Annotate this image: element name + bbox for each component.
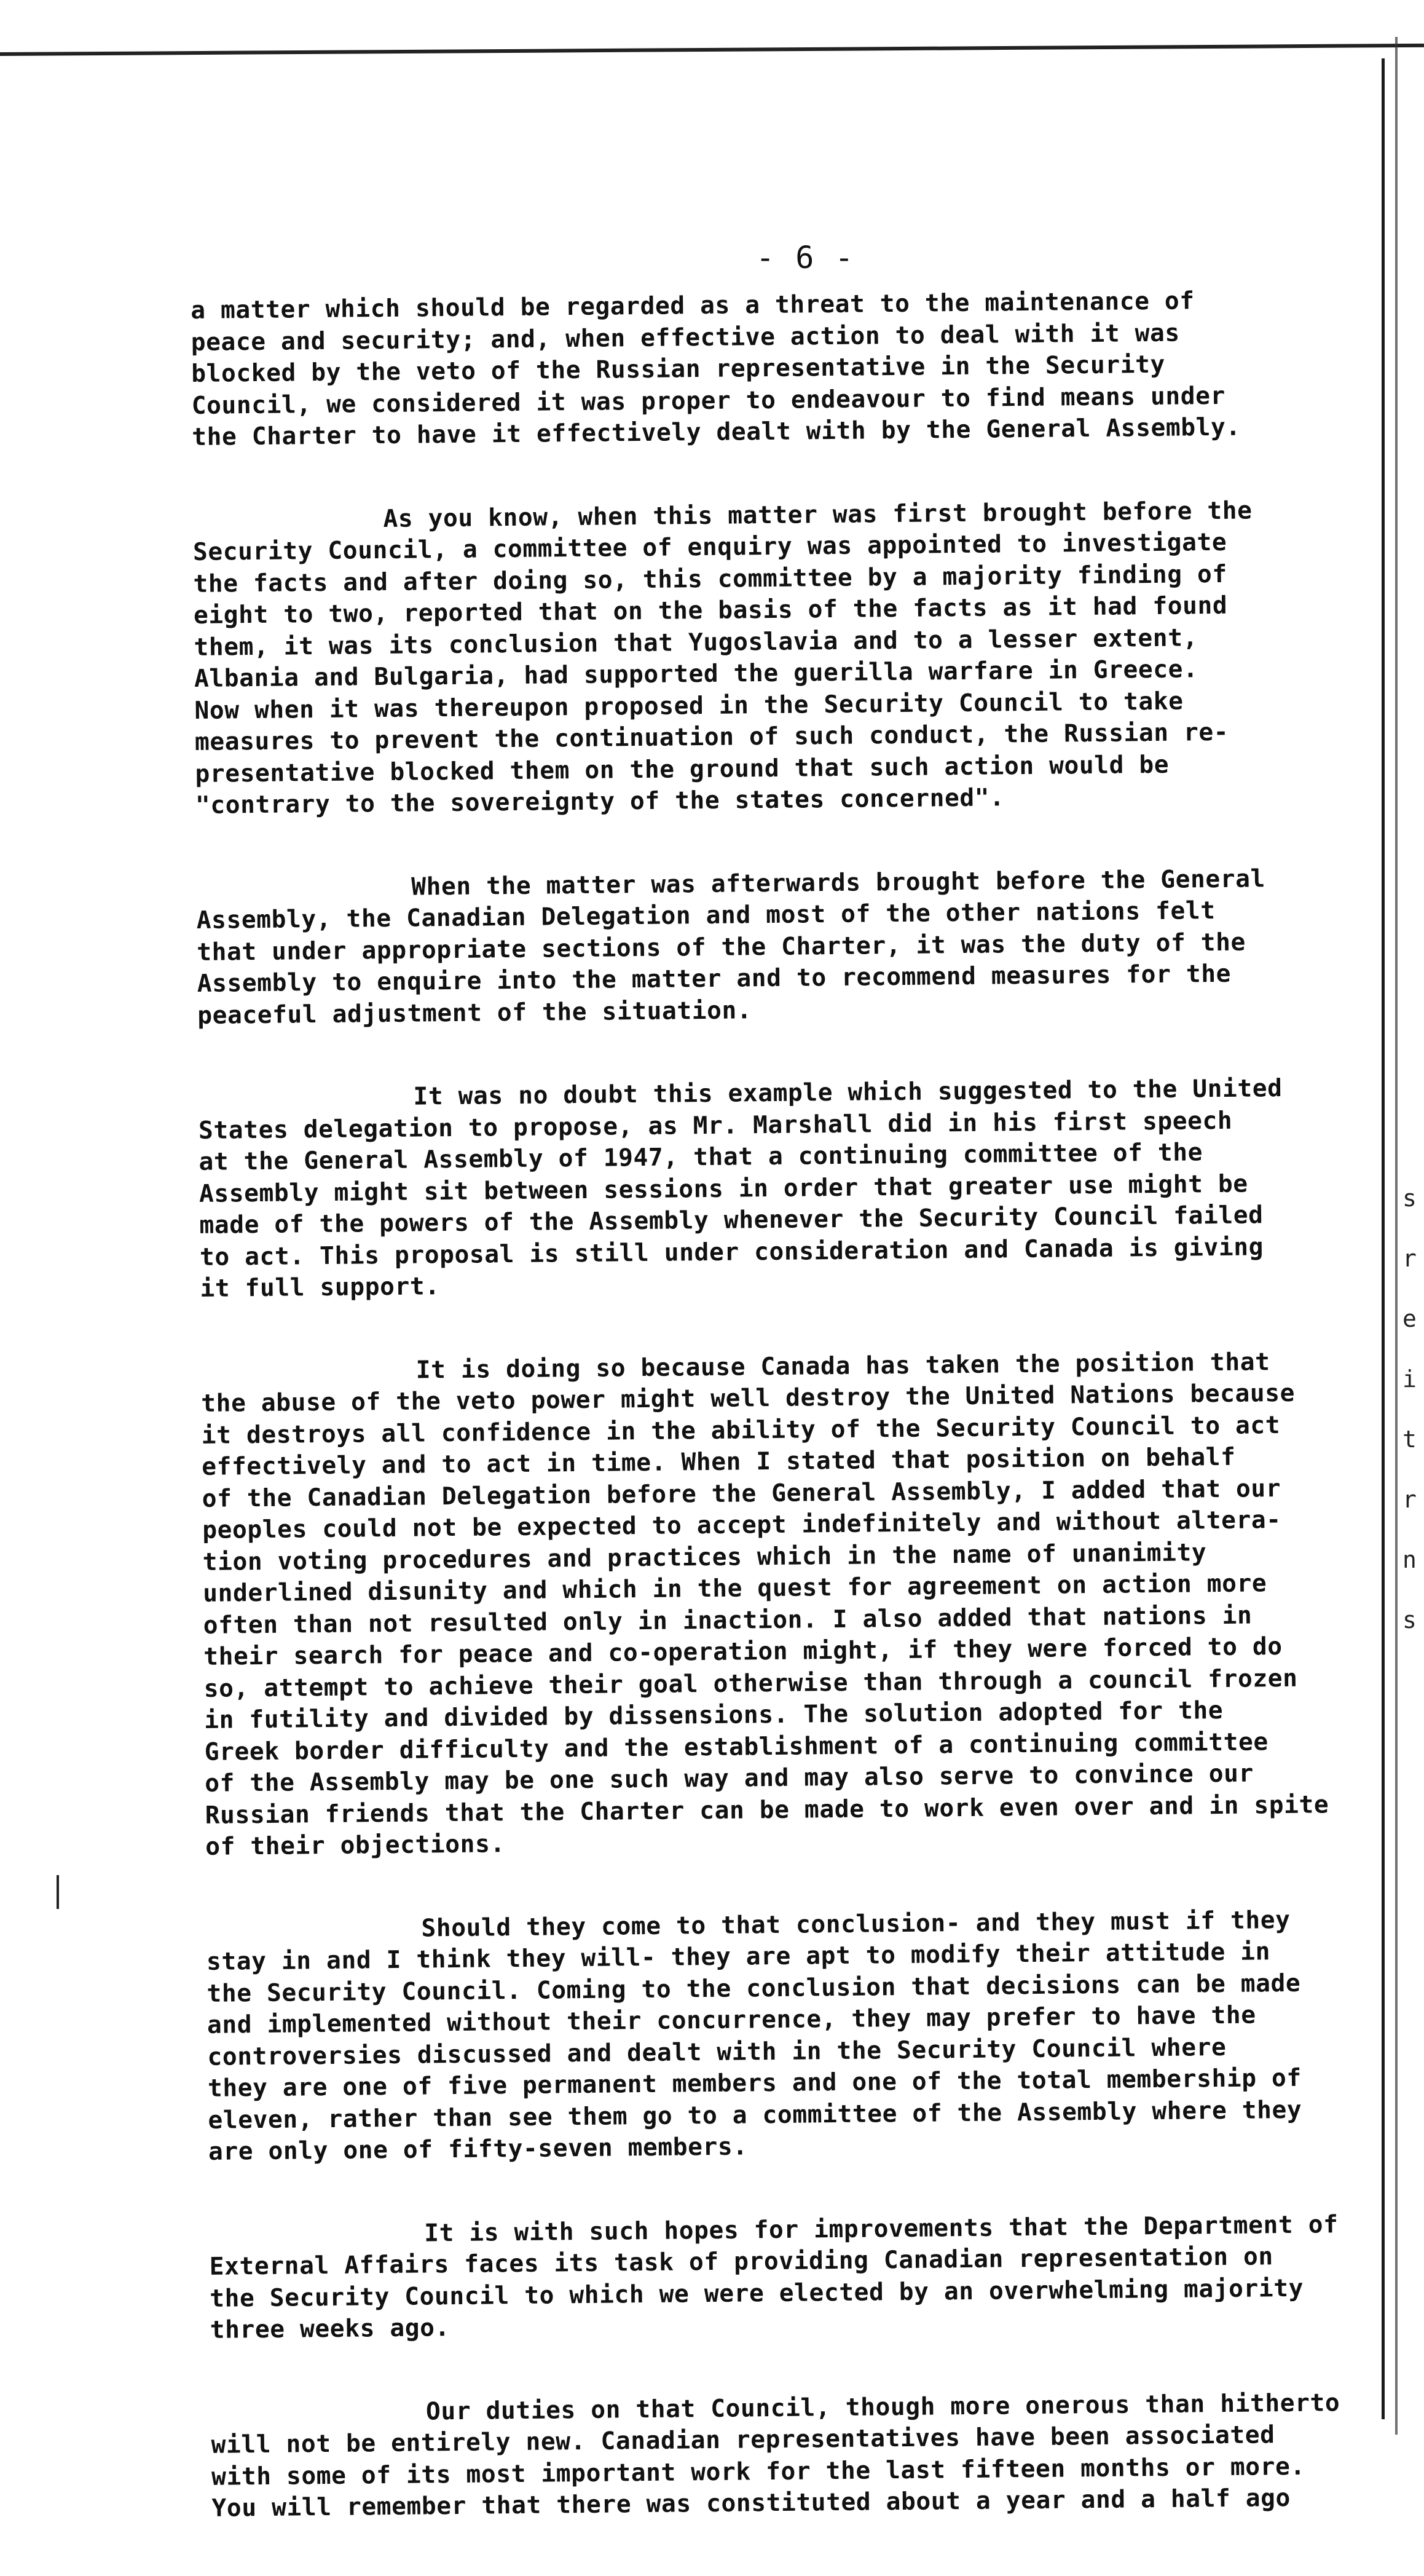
text-line: peace and security; and, when effective action to deal with it was [191, 318, 1181, 357]
text-line: of their objections. [205, 1830, 506, 1861]
text-line: Now when it was thereupon proposed in the Security Council to take [194, 687, 1184, 725]
text-line: "contrary to the sovereignty of the states concerned". [195, 783, 1005, 820]
text-line: with some of its most important work for the last fifteen months or more. [211, 2452, 1306, 2491]
margin-mark [57, 1875, 59, 1909]
page-right-outer-edge [1395, 37, 1398, 2435]
paragraph-7 [209, 2208, 1396, 2347]
paragraph-2 [192, 494, 1382, 822]
bleed-char: r [1402, 1486, 1417, 1513]
text-line: Assembly might sit between sessions in order that greater use might be [199, 1169, 1248, 1208]
text-line: controversies discussed and dealt with in the Security Council where [207, 2033, 1227, 2071]
bleed-char: t [1402, 1426, 1417, 1453]
text-line: Greek border difficulty and the establishment of a continuing committee [204, 1727, 1269, 1766]
paragraph-3 [196, 862, 1383, 1032]
text-line: of the Assembly may be one such way and may also serve to convince our [205, 1759, 1254, 1798]
text-line: blocked by the veto of the Russian representative in the Security [191, 350, 1166, 388]
text-line: It was no doubt this example which suggested to the United [413, 1074, 1283, 1111]
text-line: It is with such hopes for improvements that the Department of [424, 2210, 1339, 2247]
text-line: made of the powers of the Assembly whenever the Security Council failed [199, 1201, 1264, 1239]
text-line: often than not resulted only in inaction. I also added that nations in [203, 1601, 1253, 1640]
paragraph-1 [191, 283, 1378, 453]
text-line: You will remember that there was constituted about a year and a half ago [211, 2483, 1291, 2523]
text-line: peoples could not be expected to accept indefinitely and without altera- [202, 1506, 1281, 1544]
right-edge-bleed [1402, 1168, 1421, 1650]
paragraph-4 [198, 1072, 1386, 1305]
text-line: States delegation to propose, as Mr. Marshall did in his first speech [198, 1106, 1233, 1145]
text-line: As you know, when this matter was first brought before the [383, 496, 1253, 533]
text-line: the facts and after doing so, this committee by a majority finding of [193, 559, 1227, 598]
text-line: Assembly to enquire into the matter and to recommend measures for the [197, 959, 1232, 998]
text-line: to act. This proposal is still under consideration and Canada is giving [199, 1232, 1264, 1271]
text-line: Security Council, a committee of enquiry was appointed to investigate [192, 527, 1227, 566]
bleed-char: r [1402, 1245, 1417, 1272]
text-line: peaceful adjustment of the situation. [197, 995, 752, 1030]
document-body [191, 283, 1399, 2576]
bleed-char: e [1402, 1305, 1417, 1332]
text-line: Council, we considered it was proper to endeavour to find means under [191, 381, 1226, 420]
text-line: a matter which should be regarded as a threat to the maintenance of [191, 286, 1195, 325]
text-line: the Charter to have it effectively dealt with by the General Assembly. [191, 413, 1241, 451]
text-line: and implemented without their concurrence, they may prefer to have the [207, 2001, 1256, 2039]
text-line: they are one of five permanent members and one of the total membership of [207, 2063, 1302, 2103]
text-line: of the Canadian Delegation before the General Assembly, I added that our [202, 1474, 1281, 1513]
bleed-char: s [1402, 1606, 1417, 1634]
text-line: at the General Assembly of 1947, that a continuing committee of the [199, 1138, 1203, 1176]
text-line: tion voting procedures and practices which in the name of unanimity [202, 1538, 1207, 1576]
text-line: It is doing so because Canada has taken the position that [415, 1347, 1270, 1385]
text-line: eight to two, reported that on the basis of the facts as it had found [193, 591, 1228, 630]
text-line: Assembly, the Canadian Delegation and most of the other nations felt [196, 896, 1216, 934]
text-line: the Security Council. Coming to the conclusion that decisions can be made [207, 1969, 1301, 2008]
text-line: eleven, rather than see them go to a committee of the Assembly where they [208, 2095, 1302, 2135]
text-line: Our duties on that Council, though more onerous than hitherto [425, 2388, 1340, 2425]
paragraph-5 [201, 1345, 1392, 1863]
text-line: External Affairs faces its task of providing Canadian representation on [209, 2242, 1273, 2281]
text-line: so, attempt to achieve their goal otherwise than through a council frozen [203, 1664, 1298, 1703]
text-line: presentative blocked them on the ground that such action would be [195, 750, 1170, 788]
text-line: it destroys all confidence in the ability of the Security Council to act [201, 1410, 1281, 1450]
text-line: Albania and Bulgaria, had supported the guerilla warfare in Greece. [194, 655, 1198, 693]
text-line: are only one of fifty-seven members. [208, 2132, 748, 2166]
bleed-char: s [1402, 1185, 1417, 1212]
text-line: Should they come to that conclusion- and they must if they [421, 1905, 1291, 1943]
text-line: stay in and I think they will- they are apt to modify their attitude in [206, 1937, 1271, 1976]
text-line: in futility and divided by dissensions. The solution adopted for the [204, 1696, 1224, 1734]
bleed-char: i [1402, 1365, 1417, 1393]
text-line: When the matter was afterwards brought before the General [411, 864, 1266, 901]
text-line: will not be entirely new. Canadian representatives have been associated [211, 2420, 1275, 2459]
text-line: the Security Council to which we were elected by an overwhelming majority [210, 2274, 1304, 2313]
text-line: underlined disunity and which in the quest for agreement on action more [203, 1569, 1267, 1608]
text-line: them, it was its conclusion that Yugoslavia and to a lesser extent, [194, 623, 1198, 662]
text-line: it full support. [200, 1272, 440, 1303]
text-line: measures to prevent the continuation of such conduct, the Russian re- [194, 717, 1229, 756]
page-top-edge [0, 44, 1424, 56]
paragraph-6 [206, 1903, 1394, 2168]
text-line: the abuse of the veto power might well destroy the United Nations because [201, 1378, 1296, 1418]
bleed-char: n [1402, 1546, 1417, 1573]
text-line: three weeks ago. [210, 2313, 450, 2344]
text-line: Russian friends that the Charter can be made to work even over and in spite [205, 1790, 1329, 1830]
text-line: their search for peace and co-operation might, if they were forced to do [203, 1632, 1283, 1671]
text-line: that under appropriate sections of the Charter, it was the duty of the [197, 928, 1246, 966]
paragraph-8 [211, 2387, 1398, 2525]
text-line: effectively and to act in time. When I stated that position on behalf [202, 1442, 1236, 1481]
page-number: - 6 - [756, 240, 855, 275]
